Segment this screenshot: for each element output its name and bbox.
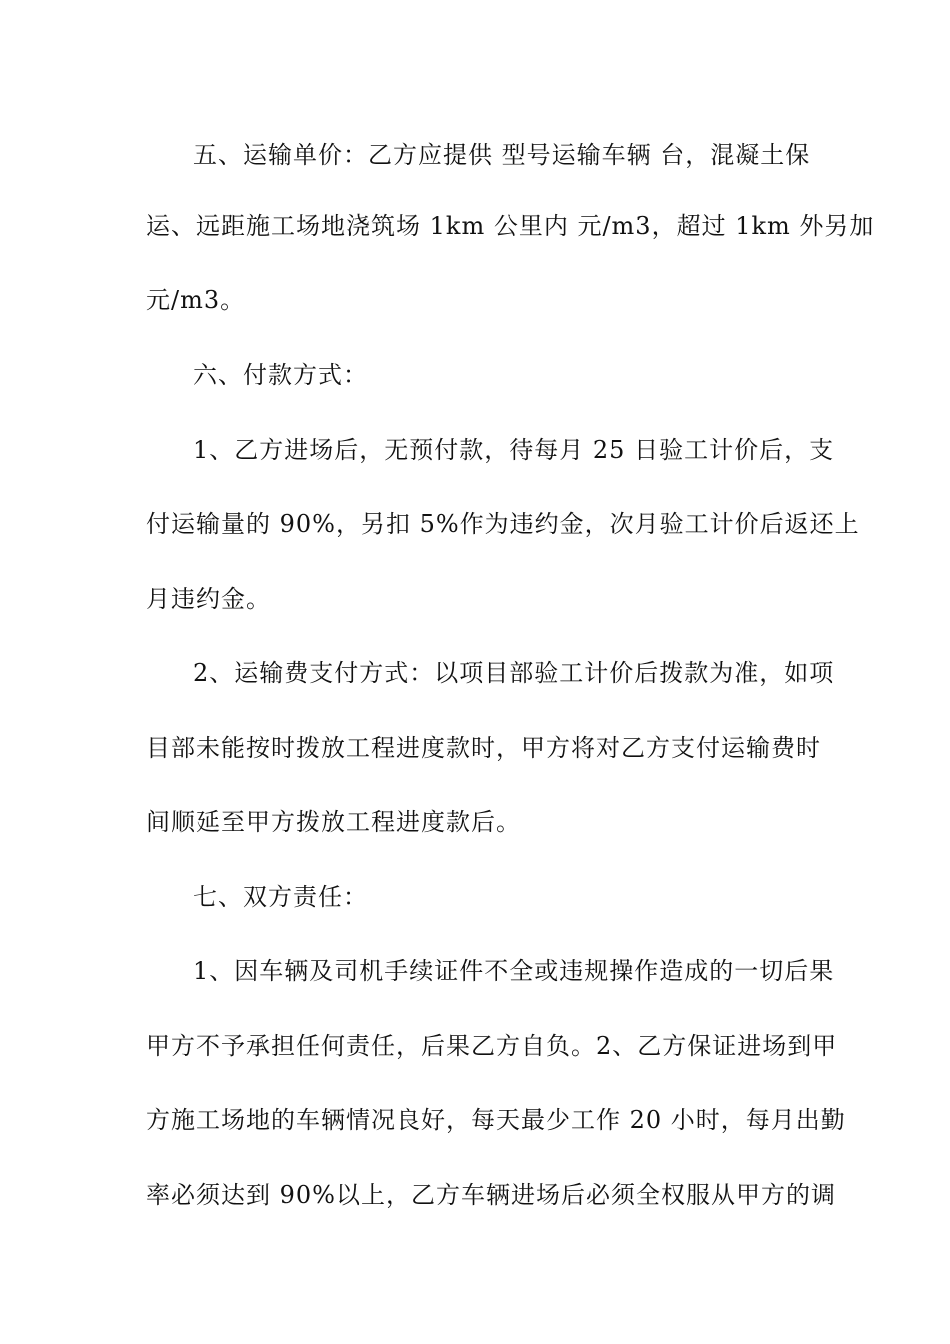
text-line: 付运输量的 90%，另扣 5%作为违约金，次月验工计价后返还上	[146, 510, 860, 538]
section-heading: 七、双方责任：	[193, 883, 368, 911]
text-line: 甲方不予承担任何责任，后果乙方自负。2、乙方保证进场到甲	[146, 1032, 838, 1060]
text-line: 1、乙方进场后，无预付款，待每月 25 日验工计价后，支	[193, 436, 835, 464]
text-line: 方施工场地的车辆情况良好，每天最少工作 20 小时，每月出勤	[146, 1106, 846, 1134]
text-line: 2、运输费支付方式：以项目部验工计价后拨款为准，如项	[193, 659, 835, 687]
text-line: 率必须达到 90%以上，乙方车辆进场后必须全权服从甲方的调	[146, 1181, 836, 1209]
text-line: 目部未能按时拨放工程进度款时，甲方将对乙方支付运输费时	[146, 734, 821, 762]
text-line: 月违约金。	[146, 585, 271, 613]
text-line: 间顺延至甲方拨放工程进度款后。	[146, 808, 521, 836]
text-line: 元/m3。	[146, 286, 246, 314]
text-line: 五、运输单价：乙方应提供 型号运输车辆 台，混凝土保	[193, 141, 811, 169]
text-line: 运、远距施工场地浇筑场 1km 公里内 元/m3，超过 1km 外另加	[146, 212, 875, 240]
section-heading: 六、付款方式：	[193, 361, 368, 389]
text-line: 1、因车辆及司机手续证件不全或违规操作造成的一切后果	[193, 957, 835, 985]
